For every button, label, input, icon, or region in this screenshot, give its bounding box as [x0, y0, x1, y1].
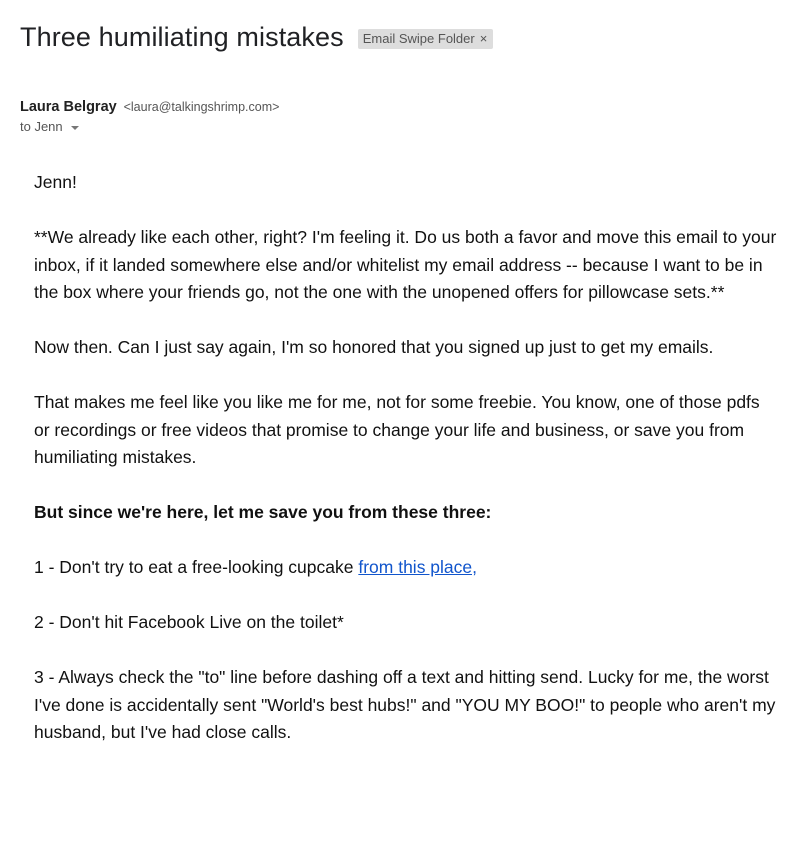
cupcake-place-link[interactable]: from this place, — [358, 557, 477, 577]
paragraph-whitelist: **We already like each other, right? I'm feeling it. Do us both a favor and move this email to your inbox, if it landed somewhere else and/or whitelist my email address -- because I want to be in the box where your friends go, not the one with the unopened offers for pillowcase sets.** — [34, 227, 777, 302]
recipient-line — [20, 118, 279, 136]
email-subject: Three humiliating mistakes — [20, 22, 344, 52]
recipient-text: to Jenn — [20, 119, 63, 134]
paragraph-three-mistakes-intro: But since we're here, let me save you from these three: — [34, 502, 492, 522]
subject-header — [20, 20, 493, 54]
mistake-item-3: 3 - Always check the "to" line before dashing off a text and hitting send. Lucky for me, the worst I've done is accidentally sent "World's best hubs!" and "YOU MY BOO!" to people who aren't my husband, but I've had close calls. — [34, 667, 776, 742]
sender-line — [20, 96, 279, 117]
greeting: Jenn! — [34, 172, 77, 192]
remove-label-icon[interactable]: × — [479, 30, 488, 46]
label-chip[interactable] — [358, 29, 494, 49]
sender-email: <laura@talkingshrimp.com> — [123, 100, 280, 114]
mistake-item-2: 2 - Don't hit Facebook Live on the toilet* — [34, 612, 344, 632]
show-details-chevron-down-icon[interactable] — [71, 126, 79, 130]
sender-info — [20, 96, 279, 136]
mistake-item-1 — [34, 554, 779, 582]
mistake-item-1-text: 1 - Don't try to eat a free-looking cupcake — [34, 557, 359, 577]
paragraph-honored: Now then. Can I just say again, I'm so honored that you signed up just to get my emails. — [34, 337, 714, 357]
email-body — [34, 169, 779, 774]
label-chip-text: Email Swipe Folder — [362, 30, 475, 46]
paragraph-freebie: That makes me feel like you like me for me, not for some freebie. You know, one of those pdfs or recordings or free videos that promise to change your life and business, or save you from humiliating mistakes. — [34, 392, 760, 467]
sender-name[interactable]: Laura Belgray — [20, 99, 117, 115]
